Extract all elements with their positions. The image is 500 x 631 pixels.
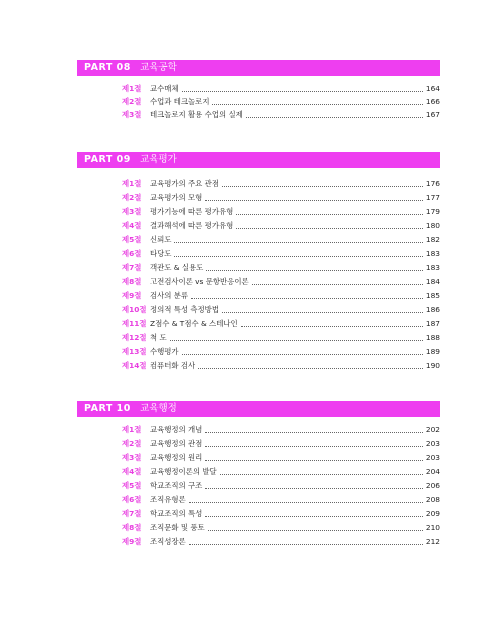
chapter-number: 제3절 bbox=[122, 207, 142, 216]
toc-row[interactable] bbox=[122, 494, 440, 506]
chapter-number: 제8절 bbox=[122, 523, 142, 532]
toc-row[interactable] bbox=[122, 452, 440, 464]
toc-row[interactable] bbox=[122, 220, 440, 232]
chapter-number: 제2절 bbox=[122, 97, 142, 106]
dot-leader bbox=[236, 227, 423, 229]
chapter-number: 제3절 bbox=[122, 110, 142, 119]
toc-row[interactable] bbox=[122, 424, 440, 436]
page-number: 188 bbox=[425, 333, 440, 342]
chapter-title: 학교조직의 특성 bbox=[150, 509, 203, 518]
toc-row[interactable] bbox=[122, 466, 440, 478]
page-number: 164 bbox=[425, 84, 440, 93]
chapter-number: 제9절 bbox=[122, 537, 142, 546]
dot-leader bbox=[222, 311, 423, 313]
toc-row[interactable] bbox=[122, 360, 440, 372]
page-number: 180 bbox=[425, 221, 440, 230]
chapter-title: 교육평가의 모형 bbox=[150, 193, 203, 202]
chapter-title: Z점수 & T점수 & 스테나인 bbox=[150, 319, 238, 328]
toc-row[interactable] bbox=[122, 522, 440, 534]
chapter-number: 제1절 bbox=[122, 179, 142, 188]
chapter-title: 조직성장론 bbox=[150, 537, 186, 546]
chapter-number: 제13절 bbox=[122, 347, 147, 356]
chapter-number: 제1절 bbox=[122, 84, 142, 93]
chapter-title: 컴퓨터화 검사 bbox=[150, 361, 196, 370]
toc-row[interactable] bbox=[122, 536, 440, 548]
chapter-title: 조직유형론 bbox=[150, 495, 186, 504]
chapter-number: 제7절 bbox=[122, 263, 142, 272]
chapter-number: 제6절 bbox=[122, 249, 142, 258]
dot-leader bbox=[205, 459, 423, 461]
chapter-title: 조직문화 및 풍토 bbox=[150, 523, 205, 532]
chapter-number: 제11절 bbox=[122, 319, 147, 328]
chapter-title: 결과해석에 따른 평가유형 bbox=[150, 221, 234, 230]
dot-leader bbox=[205, 431, 423, 433]
chapter-title: 타당도 bbox=[150, 249, 172, 258]
part-title: 교육행정 bbox=[140, 403, 177, 414]
chapter-number: 제3절 bbox=[122, 453, 142, 462]
page-number: 204 bbox=[425, 467, 440, 476]
toc-row[interactable] bbox=[122, 332, 440, 344]
toc-row[interactable] bbox=[122, 480, 440, 492]
page-number: 183 bbox=[425, 263, 440, 272]
toc-row[interactable] bbox=[122, 304, 440, 316]
chapter-number: 제2절 bbox=[122, 193, 142, 202]
chapter-title: 교육행정의 개념 bbox=[150, 425, 203, 434]
toc-row[interactable] bbox=[122, 109, 440, 121]
chapter-number: 제4절 bbox=[122, 467, 142, 476]
chapter-number: 제1절 bbox=[122, 425, 142, 434]
chapter-title: 평가기능에 따른 평가유형 bbox=[150, 207, 234, 216]
chapter-title: 검사의 분류 bbox=[150, 291, 189, 300]
page-number: 184 bbox=[425, 277, 440, 286]
chapter-title: 고전검사이론 vs 문항반응이론 bbox=[150, 277, 249, 286]
dot-leader bbox=[212, 103, 422, 105]
chapter-title: 신뢰도 bbox=[150, 235, 172, 244]
toc-row[interactable] bbox=[122, 438, 440, 450]
dot-leader bbox=[189, 543, 423, 545]
page-number: 209 bbox=[425, 509, 440, 518]
part-title: 교육평가 bbox=[140, 154, 177, 165]
part-number: PART 09 bbox=[84, 154, 131, 165]
chapter-title: 교육행정이론의 발달 bbox=[150, 467, 217, 476]
dot-leader bbox=[246, 116, 423, 118]
dot-leader bbox=[189, 501, 423, 503]
toc-row[interactable] bbox=[122, 290, 440, 302]
dot-leader bbox=[170, 339, 423, 341]
chapter-number: 제12절 bbox=[122, 333, 147, 342]
chapter-title: 교육행정의 관점 bbox=[150, 439, 203, 448]
page-number: 166 bbox=[425, 97, 440, 106]
chapter-number: 제6절 bbox=[122, 495, 142, 504]
page-number: 203 bbox=[425, 439, 440, 448]
toc-row[interactable] bbox=[122, 234, 440, 246]
toc-row[interactable] bbox=[122, 178, 440, 190]
dot-leader bbox=[252, 283, 423, 285]
page-number: 202 bbox=[425, 425, 440, 434]
page-number: 179 bbox=[425, 207, 440, 216]
chapter-title: 수업과 테크놀로지 bbox=[150, 97, 210, 106]
dot-leader bbox=[205, 199, 423, 201]
dot-leader bbox=[205, 445, 423, 447]
page-number: 177 bbox=[425, 193, 440, 202]
page-number: 183 bbox=[425, 249, 440, 258]
dot-leader bbox=[220, 473, 423, 475]
page-number: 190 bbox=[425, 361, 440, 370]
dot-leader bbox=[205, 515, 423, 517]
toc-row[interactable] bbox=[122, 96, 440, 108]
chapter-title: 정의적 특성 측정방법 bbox=[150, 305, 219, 314]
chapter-number: 제7절 bbox=[122, 509, 142, 518]
chapter-title: 객관도 & 실용도 bbox=[150, 263, 204, 272]
toc-row[interactable] bbox=[122, 276, 440, 288]
chapter-number: 제9절 bbox=[122, 291, 142, 300]
part-number: PART 08 bbox=[84, 62, 131, 73]
page-number: 189 bbox=[425, 347, 440, 356]
dot-leader bbox=[205, 487, 423, 489]
page-number: 176 bbox=[425, 179, 440, 188]
chapter-title: 교수매체 bbox=[150, 84, 179, 93]
page-number: 203 bbox=[425, 453, 440, 462]
part-header bbox=[77, 152, 440, 168]
dot-leader bbox=[236, 213, 423, 215]
page-number: 212 bbox=[425, 537, 440, 546]
dot-leader bbox=[206, 269, 423, 271]
toc-row[interactable] bbox=[122, 346, 440, 358]
page-number: 206 bbox=[425, 481, 440, 490]
dot-leader bbox=[182, 90, 423, 92]
dot-leader bbox=[191, 297, 423, 299]
chapter-number: 제5절 bbox=[122, 235, 142, 244]
toc-row[interactable] bbox=[122, 262, 440, 274]
dot-leader bbox=[222, 185, 423, 187]
chapter-number: 제10절 bbox=[122, 305, 147, 314]
chapter-number: 제8절 bbox=[122, 277, 142, 286]
chapter-title: 교육평가의 주요 관점 bbox=[150, 179, 219, 188]
part-title: 교육공학 bbox=[140, 62, 177, 73]
page-number: 182 bbox=[425, 235, 440, 244]
dot-leader bbox=[208, 529, 423, 531]
toc-row[interactable] bbox=[122, 83, 440, 95]
toc-row[interactable] bbox=[122, 318, 440, 330]
dot-leader bbox=[174, 255, 422, 257]
part-number: PART 10 bbox=[84, 403, 131, 414]
page-number: 208 bbox=[425, 495, 440, 504]
page-number: 185 bbox=[425, 291, 440, 300]
dot-leader bbox=[241, 325, 423, 327]
dot-leader bbox=[174, 241, 422, 243]
chapter-title: 교육행정의 원리 bbox=[150, 453, 203, 462]
toc-row[interactable] bbox=[122, 192, 440, 204]
page-number: 187 bbox=[425, 319, 440, 328]
part-header bbox=[77, 60, 440, 76]
chapter-title: 학교조직의 구조 bbox=[150, 481, 203, 490]
page-number: 210 bbox=[425, 523, 440, 532]
chapter-title: 척 도 bbox=[150, 333, 167, 342]
chapter-number: 제5절 bbox=[122, 481, 142, 490]
toc-row[interactable] bbox=[122, 206, 440, 218]
dot-leader bbox=[198, 367, 423, 369]
toc-row[interactable] bbox=[122, 508, 440, 520]
chapter-number: 제14절 bbox=[122, 361, 147, 370]
dot-leader bbox=[182, 353, 423, 355]
chapter-number: 제4절 bbox=[122, 221, 142, 230]
part-header bbox=[77, 401, 440, 417]
chapter-title: 테크놀로지 활용 수업의 실제 bbox=[150, 110, 243, 119]
toc-row[interactable] bbox=[122, 248, 440, 260]
chapter-number: 제2절 bbox=[122, 439, 142, 448]
chapter-title: 수행평가 bbox=[150, 347, 179, 356]
page-number: 186 bbox=[425, 305, 440, 314]
page-number: 167 bbox=[425, 110, 440, 119]
